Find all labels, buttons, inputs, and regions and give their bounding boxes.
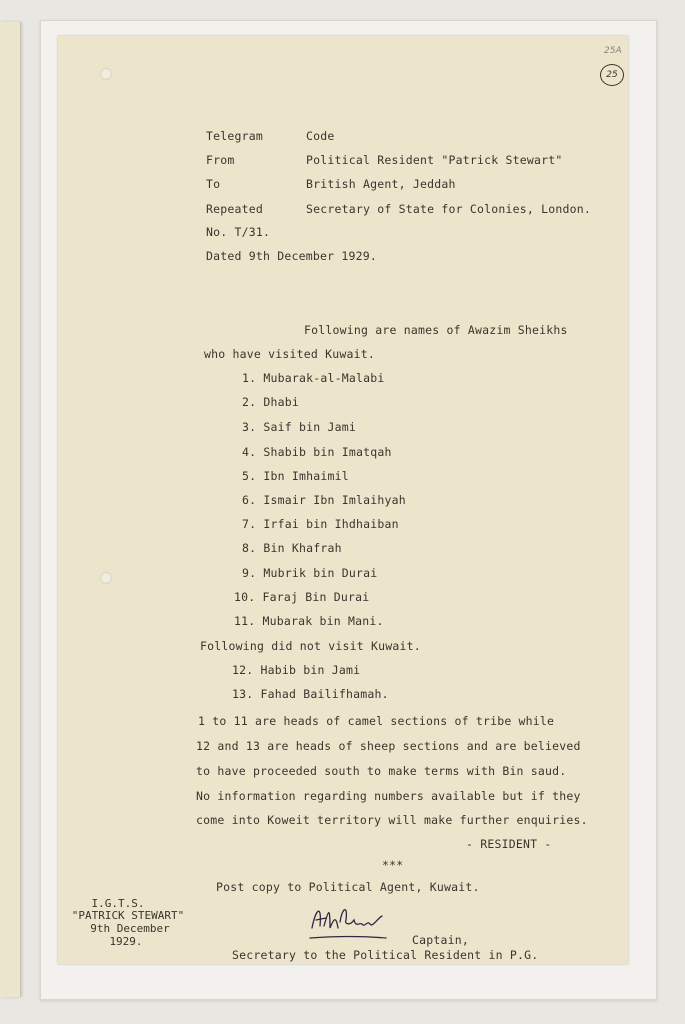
list-item-3: 3. Saif bin Jami [242,420,356,434]
resident-sign-off: - RESIDENT - [466,837,552,851]
to-value: British Agent, Jeddah [306,177,456,191]
captain-title: Captain, [412,933,469,947]
secretary-line: Secretary to the Political Resident in P.G. [232,948,539,962]
list-item-9: 9. Mubrik bin Durai [242,566,378,580]
from-label: From [206,153,235,167]
side-block-line-1: I.G.T.S. [91,897,145,910]
side-block-line-4: 1929. [109,935,143,948]
intro-line-1: Following are names of Awazim Sheikhs [304,323,568,337]
not-visited-heading: Following did not visit Kuwait. [200,639,421,653]
list-item-13: 13. Fahad Bailifhamah. [232,687,389,701]
list-item-4: 4. Shabib bin Imatqah [242,445,392,459]
side-block-line-3: 9th December [90,922,170,935]
body-line-1: 1 to 11 are heads of camel sections of tribe while [198,714,555,728]
body-line-4: No information regarding numbers available but if they [196,789,581,803]
list-item-12: 12. Habib bin Jami [232,663,361,677]
punch-hole-top [100,68,112,80]
telegram-number: No. T/31. [206,225,271,239]
list-item-11: 11. Mubarak bin Mani. [234,614,384,628]
handwritten-signature [306,898,396,946]
separator-stars: *** [382,858,404,872]
body-line-5: come into Koweit territory will make further enquiries. [196,813,588,827]
list-item-1: 1. Mubarak-al-Malabi [242,371,385,385]
repeated-label: Repeated [206,202,263,216]
adjacent-page-edge [0,22,21,997]
list-item-8: 8. Bin Khafrah [242,541,342,555]
list-item-6: 6. Ismair Ibn Imlaihyah [242,493,406,507]
list-item-5: 5. Ibn Imhaimil [242,469,349,483]
folio-number: 25 [600,64,624,86]
from-value: Political Resident "Patrick Stewart" [306,153,563,167]
body-line-3: to have proceeded south to make terms with Bin saud. [196,764,567,778]
list-item-10: 10. Faraj Bin Durai [234,590,370,604]
punch-hole-bottom [100,572,112,584]
page-reference: 25A [604,46,622,56]
body-line-2: 12 and 13 are heads of sheep sections and are believed [196,739,581,753]
side-block-line-2: "PATRICK STEWART" [71,909,185,922]
repeated-value: Secretary of State for Colonies, London. [306,202,591,216]
intro-line-2: who have visited Kuwait. [204,347,375,361]
to-label: To [206,177,221,191]
list-item-2: 2. Dhabi [242,395,299,409]
list-item-7: 7. Irfai bin Ihdhaiban [242,517,399,531]
telegram-value: Code [306,129,335,143]
telegram-date: Dated 9th December 1929. [206,249,377,263]
post-copy-line: Post copy to Political Agent, Kuwait. [216,880,480,894]
telegram-label: Telegram [206,129,263,143]
